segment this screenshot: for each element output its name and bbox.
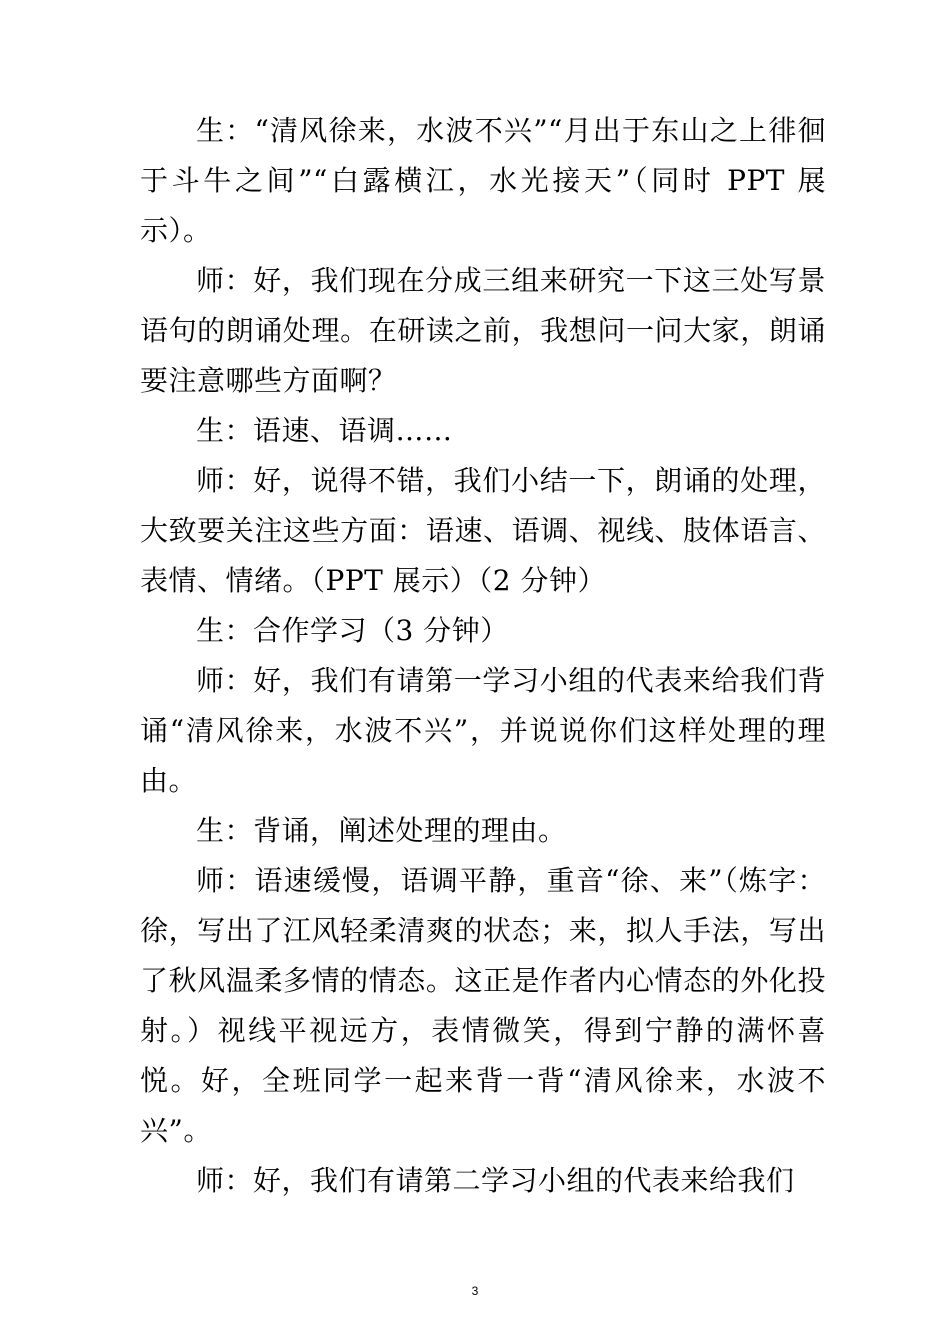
page-number: 3 <box>471 1284 479 1298</box>
document-body <box>140 106 826 1206</box>
paragraph: 师：好，我们有请第一学习小组的代表来给我们背诵“清风徐来，水波不兴”，并说说你们这样处理的理由。 <box>140 664 826 797</box>
paragraph: 生：“清风徐来，水波不兴”“月出于东山之上徘徊于斗牛之间”“白露横江，水光接天”（同时 PPT 展示）。 <box>140 114 826 247</box>
paragraph: 生：合作学习（3 分钟） <box>196 614 509 647</box>
paragraph: 师：好，我们现在分成三组来研究一下这三处写景语句的朗诵处理。在研读之前，我想问一问大家，朗诵要注意哪些方面啊？ <box>140 264 826 397</box>
paragraph: 生：背诵，阐述处理的理由。 <box>196 814 567 847</box>
paragraph: 师：好，说得不错，我们小结一下，朗诵的处理，大致要关注这些方面：语速、语调、视线、肢体语言、表情、情绪。（PPT 展示）（2 分钟） <box>140 464 826 597</box>
paragraph: 师：好，我们有请第二学习小组的代表来给我们 <box>196 1164 795 1197</box>
paragraph: 师：语速缓慢，语调平静，重音“徐、来”（炼字：徐，写出了江风轻柔清爽的状态；来，拟人手法，写出了秋风温柔多情的情态。这正是作者内心情态的外化投射。）视线平视远方，表情微笑，得到宁静的满怀喜悦。好，全班同学一起来背一背“清风徐来，水波不兴”。 <box>140 864 826 1147</box>
paragraph: 生：语速、语调…… <box>196 414 453 447</box>
